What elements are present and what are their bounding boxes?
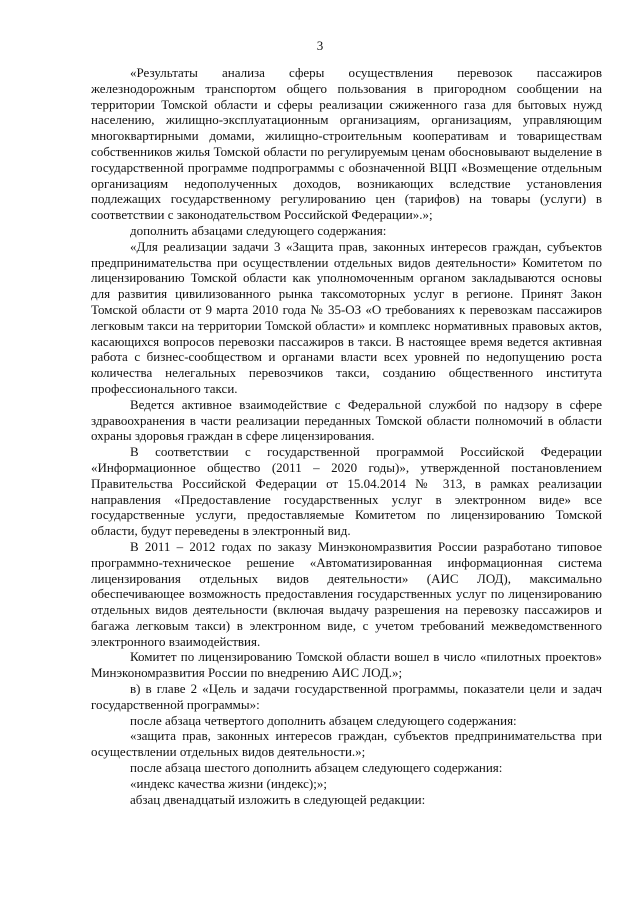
paragraph-twelfth: абзац двенадцатый изложить в следующей редакции: [130,791,426,807]
paragraph-ais-lod: В 2011 – 2012 годах по заказу Минэкономразвития России разработано типовое программно-техническое решение «Автоматизированная информационная система лицензирования отдельных видов деятельности» (АИС ЛОД), максимально обеспечивающее возможность предоставления государственных услуг по лицензированию отдельных видов деятельности (включая выдачу разрешения на перевозку пассажиров и багажа легковым такси) в электронном виде, с учетом требований межведомственного электронного взаимодействия. [91,538,602,649]
paragraph-after-fourth: после абзаца четвертого дополнить абзацем следующего содержания: [130,712,517,728]
paragraph-rights-protection: «защита прав, законных интересов граждан, субъектов предпринимательства при осуществлении отдельных видов деятельности.»; [91,728,602,760]
paragraph-chapter-2: в) в главе 2 «Цель и задачи государственной программы, показатели цели и задач государственной программы»: [91,681,602,712]
document-body [91,65,602,807]
paragraph-healthcare-cooperation: Ведется активное взаимодействие с Федеральной службой по надзору в сфере здравоохранения в части реализации переданных Томской области полномочий в области охраны здоровья граждан в сфере лицензирования. [91,396,602,444]
paragraph-quality-index: «индекс качества жизни (индекс);»; [130,775,327,791]
paragraph-after-sixth: после абзаца шестого дополнить абзацем следующего содержания: [130,760,503,776]
paragraph-task-3: «Для реализации задачи 3 «Защита прав, законных интересов граждан, субъектов предпринимательства при осуществлении отдельных видов деятельности» Комитетом по лицензированию Томской области как уполномоченным органом закладываются основы для развития цивилизованного рынка таксомоторных услуг в регионе. Принят Закон Томской области от 9 марта 2010 года № 35-ОЗ «О требованиях к перевозкам пассажиров легковым такси на территории Томской области» и комплекс нормативных правовых актов, касающихся вопросов перевозки пассажиров в такси. В настоящее время ведется активная работа с бизнес-сообществом и органами власти всех уровней по недопущению роста количества нелегальных перевозчиков такси, созданию общественного института профессионального такси. [91,238,602,396]
paragraph-information-society: В соответствии с государственной программой Российской Федерации «Информационное общество (2011 – 2020 годы)», утвержденной постановлением Правительства Российской Федерации от 15.04.2014 № 313, в рамках реализации направления «Предоставление государственных услуг в электронном виде» все государственные услуги, предоставляемые Комитетом по лицензированию Томской области, будут переведены в электронный вид. [91,444,602,539]
page-number: 3 [316,38,324,53]
paragraph-supplement-intro: дополнить абзацами следующего содержания: [130,222,387,238]
paragraph-results-analysis: «Результаты анализа сферы осуществления перевозок пассажиров железнодорожным транспортом общего пользования в пригородном сообщении на территории Томской области и сферы реализации сжиженного газа для бытовых нужд населению, жилищно-эксплуатационным организациям, организациям, управляющим многоквартирными домами, жилищно-строительным кооперативам и товариществам собственников жилья Томской области по регулируемым ценам обосновывают выделение в государственной программе подпрограммы с обозначенной ВЦП «Возмещение отдельным организациям недополученных доходов, возникающих вследствие установления подлежащих государственному регулированию цен (тарифов) на товары (услуги) в соответствии с законодательством Российской Федерации».»; [91,65,602,223]
paragraph-pilot-projects: Комитет по лицензированию Томской области вошел в число «пилотных проектов» Минэкономразвития России по внедрению АИС ЛОД.»; [91,649,602,681]
